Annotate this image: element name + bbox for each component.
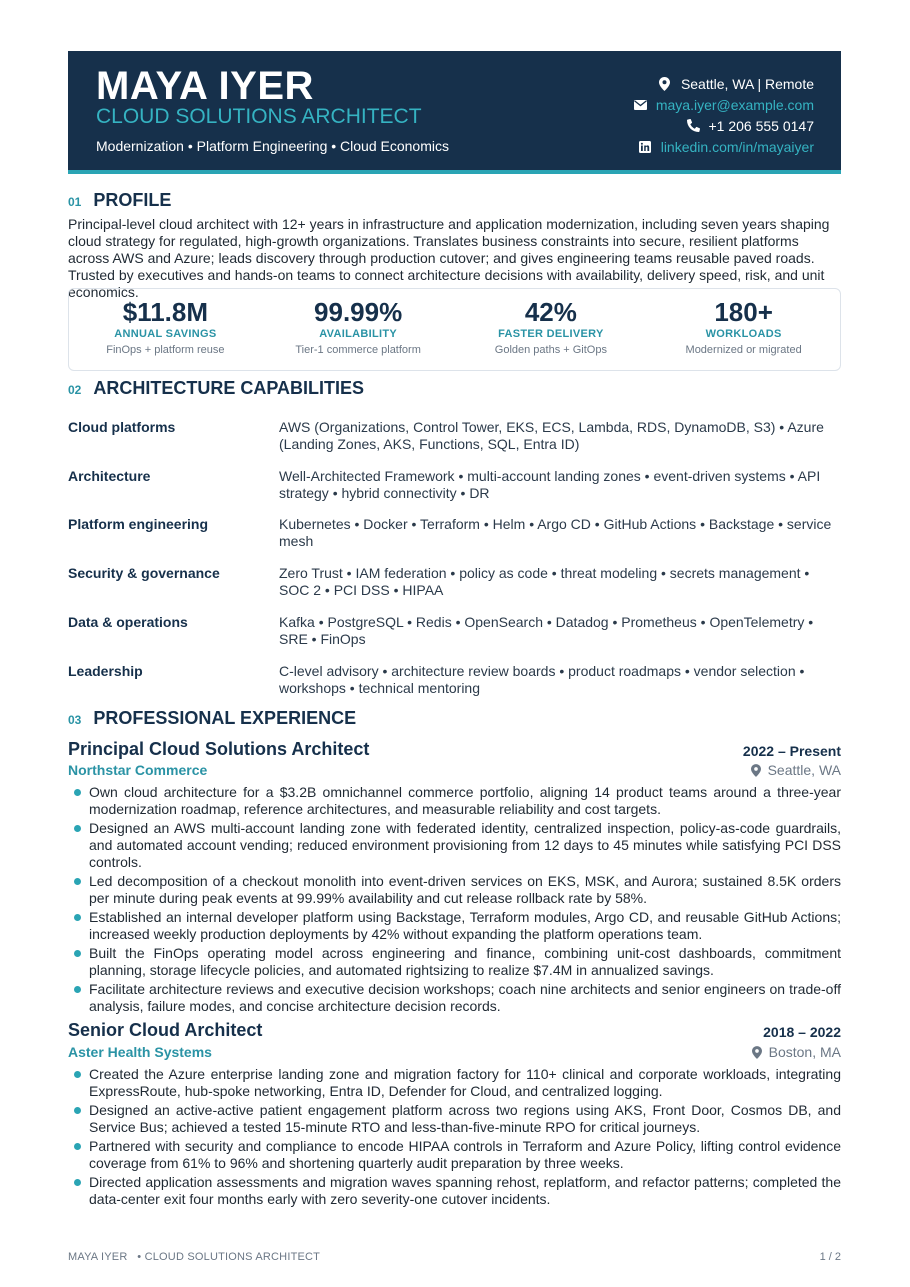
metric-value: 99.99%: [314, 297, 403, 327]
section-title: ARCHITECTURE CAPABILITIES: [93, 378, 365, 398]
list-item: [68, 820, 841, 871]
map-pin-icon: [751, 764, 761, 777]
capability-value: Well-Architected Framework • multi-account landing zones • event-driven systems • API strategy • hybrid connectivity • DR: [279, 468, 821, 501]
list-item: [68, 1138, 841, 1172]
candidate-tagline: Modernization • Platform Engineering • Cloud Economics: [96, 138, 449, 154]
bullet-text: Created the Azure enterprise landing zone and migration factory for 110+ clinical and corporate workloads, integrating ExpressRoute, hub-spoke networking, Entra ID, Defender for Cloud, and centralized logging.: [89, 1066, 841, 1099]
capability-value: AWS (Organizations, Control Tower, EKS, ECS, Lambda, RDS, DynamoDB, S3) • Azure (Landing Zones, AKS, Functions, SQL, Entra ID): [279, 419, 824, 452]
bullet-text: Led decomposition of a checkout monolith into event-driven services on EKS, MSK, and Aurora; sustained 8.5K orders per minute during peak events at 99.99% availability and cut release rollback rate by 58%.: [89, 873, 841, 906]
metric-value: 180+: [714, 297, 773, 327]
profile-summary: Principal-level cloud architect with 12+ years in infrastructure and application modernization, including seven years shaping cloud strategy for regulated, high-growth organizations. Translates business constraints into secure, resilient platforms across AWS and Azure; leads discovery through production cutover; and gives engineering teams reusable paved roads. Trusted by executives and hands-on teams to connect architecture decisions with availability, delivery speed, risk, and unit economics.: [68, 216, 830, 300]
bullet-dot: [74, 1107, 81, 1114]
capability-value: C-level advisory • architecture review boards • product roadmaps • vendor selection • workshops • technical mentoring: [279, 663, 805, 696]
bullet-dot: [74, 1143, 81, 1150]
metric-annual-savings: [69, 289, 262, 370]
page-number: 1 / 2: [819, 1251, 841, 1263]
contact-block: [634, 73, 814, 157]
phone-text: +1 206 555 0147: [708, 117, 814, 134]
bullet-text: Facilitate architecture reviews and executive decision workshops; coach nine architects and senior engineers on trade-off analysis, failure modes, and concise architecture decision records.: [89, 981, 841, 1014]
job-location-text: Seattle, WA: [767, 762, 841, 778]
capability-label: Architecture: [68, 468, 151, 484]
section-title: PROFILE: [93, 190, 172, 210]
job-dates: 2018 – 2022: [763, 1024, 841, 1040]
bullet-text: Established an internal developer platform using Backstage, Terraform modules, Argo CD, and reusable GitHub Actions; increased weekly production deployments by 42% without expanding the platform operations team.: [89, 909, 841, 942]
capability-label: Security & governance: [68, 565, 220, 581]
metric-label: ANNUAL SAVINGS: [114, 328, 217, 340]
metric-label: AVAILABILITY: [319, 328, 397, 340]
contact-location: [634, 73, 814, 94]
section-number: 03: [68, 713, 82, 727]
metric-workloads: [647, 289, 840, 370]
metric-subtext: Tier-1 commerce platform: [295, 344, 421, 356]
capability-row: [68, 614, 841, 648]
metrics-panel: [68, 288, 841, 371]
metric-value: 42%: [524, 297, 577, 327]
bullet-dot: [74, 789, 81, 796]
job-company: Aster Health Systems: [68, 1044, 212, 1060]
candidate-role: CLOUD SOLUTIONS ARCHITECT: [96, 105, 422, 128]
resume-header: [68, 51, 841, 170]
bullet-dot: [74, 950, 81, 957]
email-link[interactable]: maya.iyer@example.com: [655, 96, 814, 113]
linkedin-link[interactable]: linkedin.com/in/mayaiyer: [660, 138, 814, 155]
capability-label: Platform engineering: [68, 516, 209, 532]
map-pin-icon: [659, 77, 673, 91]
section-heading-profile: [68, 190, 171, 211]
bullet-dot: [74, 986, 81, 993]
capability-label: Cloud platforms: [68, 419, 176, 435]
contact-email[interactable]: [634, 94, 814, 115]
list-item: [68, 945, 841, 979]
bullet-text: Partnered with security and compliance to encode HIPAA controls in Terraform and Azure Policy, lifting control evidence coverage from 61% to 96% and shortening quarterly audit preparation by three weeks.: [89, 1138, 841, 1171]
job-bullets: [68, 1066, 841, 1210]
bullet-text: Own cloud architecture for a $3.2B omnichannel commerce portfolio, aligning 14 product teams around a three-year modernization roadmap, reference architectures, and measurable reliability and cost targets.: [89, 784, 841, 817]
job-dates: 2022 – Present: [742, 743, 841, 759]
capability-row: [68, 468, 841, 502]
job-location-text: Boston, MA: [768, 1044, 841, 1060]
list-item: [68, 873, 841, 907]
capability-row: [68, 663, 841, 697]
job-title: Principal Cloud Solutions Architect: [68, 739, 370, 759]
list-item: [68, 1102, 841, 1136]
job-location: [752, 1044, 841, 1060]
capability-value: Zero Trust • IAM federation • policy as code • threat modeling • secrets management • SOC 2 • PCI DSS • HIPAA: [279, 565, 810, 598]
bullet-dot: [74, 878, 81, 885]
header-accent-bar: [68, 170, 841, 174]
list-item: [68, 784, 841, 818]
capability-row: [68, 565, 841, 599]
metric-faster-delivery: [455, 289, 648, 370]
footer-role: CLOUD SOLUTIONS ARCHITECT: [144, 1251, 321, 1263]
bullet-text: Designed an AWS multi-account landing zone with federated identity, centralized inspection, policy-as-code guardrails, and automated account vending; reduced environment provisioning from 12 days to 45 minutes while satisfying PCI DSS controls.: [89, 820, 841, 870]
location-text: Seattle, WA | Remote: [680, 75, 814, 92]
phone-icon: [687, 119, 701, 132]
job-title: Senior Cloud Architect: [68, 1020, 263, 1040]
footer-separator: •: [137, 1251, 142, 1263]
metric-value: $11.8M: [122, 297, 209, 327]
candidate-name: MAYA IYER: [96, 64, 314, 108]
capability-row: [68, 516, 841, 550]
section-heading-capabilities: [68, 378, 364, 399]
bullet-dot: [74, 1071, 81, 1078]
bullet-text: Directed application assessments and migration waves spanning rehost, replatform, and refactor patterns; completed the data-center exit four months early with zero severity-one cutover incidents.: [89, 1174, 841, 1207]
metric-label: WORKLOADS: [705, 328, 782, 340]
footer-left: [68, 1251, 320, 1263]
job-location: [751, 762, 841, 778]
bullet-text: Built the FinOps operating model across engineering and finance, combining unit-cost dashboards, commitment planning, storage lifecycle policies, and automated rightsizing to realize $7.4M in annualized savings.: [89, 945, 841, 978]
metric-subtext: FinOps + platform reuse: [106, 344, 225, 356]
footer-name: MAYA IYER: [68, 1251, 128, 1263]
envelope-icon: [634, 100, 648, 110]
capability-row: [68, 419, 841, 453]
contact-phone: [634, 115, 814, 136]
section-number: 02: [68, 383, 82, 397]
contact-linkedin[interactable]: [634, 136, 814, 157]
job-company: Northstar Commerce: [68, 762, 208, 778]
capability-label: Leadership: [68, 663, 143, 679]
linkedin-icon: [639, 141, 653, 153]
section-title: PROFESSIONAL EXPERIENCE: [93, 708, 357, 728]
bullet-dot: [74, 1179, 81, 1186]
metric-subtext: Golden paths + GitOps: [494, 344, 607, 356]
bullet-dot: [74, 825, 81, 832]
job-bullets: [68, 784, 841, 1017]
list-item: [68, 1066, 841, 1100]
capability-value: Kubernetes • Docker • Terraform • Helm • Argo CD • GitHub Actions • Backstage • service mesh: [279, 516, 832, 549]
capability-value: Kafka • PostgreSQL • Redis • OpenSearch • Datadog • Prometheus • OpenTelemetry • SRE • FinOps: [279, 614, 814, 647]
list-item: [68, 981, 841, 1015]
metric-label: FASTER DELIVERY: [498, 328, 604, 340]
map-pin-icon: [752, 1046, 762, 1059]
list-item: [68, 1174, 841, 1208]
list-item: [68, 909, 841, 943]
metric-subtext: Modernized or migrated: [685, 344, 802, 356]
metric-availability: [262, 289, 455, 370]
capability-label: Data & operations: [68, 614, 188, 630]
bullet-dot: [74, 914, 81, 921]
section-heading-experience: [68, 708, 356, 729]
section-number: 01: [68, 195, 82, 209]
bullet-text: Designed an active-active patient engagement platform across two regions using AKS, Front Door, Cosmos DB, and Service Bus; achieved a tested 15-minute RTO and less-than-five-minute RPO for critical journeys.: [89, 1102, 841, 1135]
